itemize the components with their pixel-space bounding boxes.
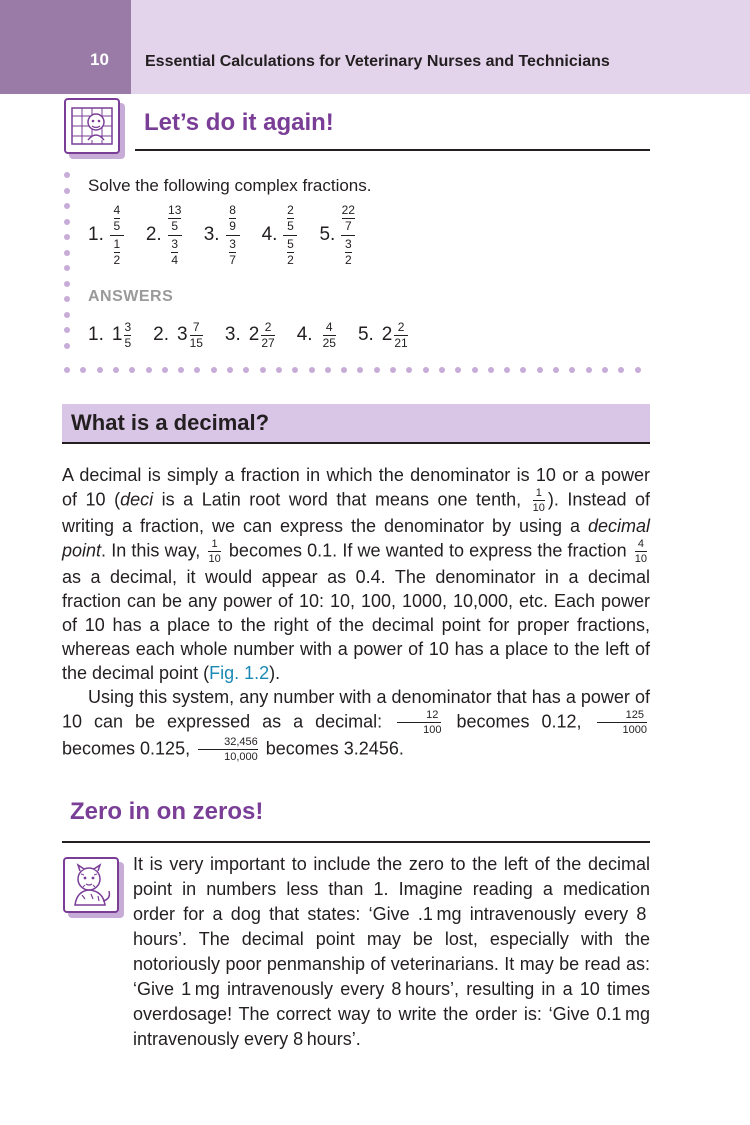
border-dot: [194, 367, 200, 373]
border-dot: [292, 367, 298, 373]
fraction-denominator: 10: [634, 553, 648, 565]
border-dot: [504, 367, 510, 373]
border-dot: [520, 367, 526, 373]
inline-fraction: [533, 487, 545, 514]
fraction-numerator: 3: [344, 236, 352, 251]
border-dot: [211, 367, 217, 373]
fraction-denominator: 5: [113, 218, 121, 233]
answer-item: [88, 321, 131, 350]
complex-fraction: [110, 204, 124, 267]
section-heading: What is a decimal?: [71, 410, 270, 435]
fraction-denominator: 100: [423, 724, 442, 736]
border-dot: [406, 367, 412, 373]
problem-list: [88, 202, 377, 268]
text-run: ). Instead of writing a fraction, we can express the denominator by using a: [62, 489, 651, 536]
answer-fraction: [323, 321, 336, 350]
problem-item: [146, 204, 182, 267]
emphasis: decimal point: [62, 516, 650, 561]
answer-number: 3.: [224, 324, 241, 345]
border-dot: [423, 367, 429, 373]
fraction-denominator: 2: [113, 252, 121, 267]
fraction-numerator: 22: [341, 202, 355, 217]
border-dot: [635, 367, 641, 373]
text-run: . In this way,: [101, 540, 206, 561]
border-dot: [439, 367, 445, 373]
tip-title: Zero in on zeros!: [70, 798, 264, 825]
answer-number: 1.: [88, 324, 104, 345]
fraction-denominator: 5: [287, 218, 294, 233]
border-dot: [64, 296, 70, 302]
text-run: as a decimal, it would appear as 0.4. The denominator in a decimal fraction can be any power of 10: 10, 100, 1000, 10,000, etc. Each power of 10 has a place to the right of the decimal point for proper fractions, whereas each whole number with a power of 10 has a place to the left of the decimal point (: [62, 567, 650, 683]
inline-fraction: [397, 709, 441, 736]
border-dot: [146, 367, 152, 373]
answer-item: [225, 321, 275, 350]
book-title: Essential Calculations for Veterinary Nurses and Technicians: [145, 53, 610, 70]
text-run: is a Latin root word that means one tenth,: [153, 489, 530, 510]
answer-item: [153, 321, 203, 350]
text-run: ).: [269, 663, 281, 683]
border-dot: [80, 367, 86, 373]
fraction-numerator: 3: [124, 319, 132, 334]
problem-number: 3.: [203, 224, 220, 245]
border-dot: [129, 367, 135, 373]
fraction-numerator: 5: [287, 236, 294, 251]
border-dot: [243, 367, 249, 373]
answer-whole: 1: [111, 324, 123, 345]
answer-item: [297, 321, 336, 350]
answers-label: ANSWERS: [88, 288, 174, 305]
fraction-numerator: 12: [426, 709, 439, 721]
border-dot: [374, 367, 380, 373]
fraction-denominator: 10: [532, 502, 545, 514]
answer-whole: 2: [248, 324, 260, 345]
problem-item: [319, 204, 355, 267]
fraction-numerator: 32,456: [224, 736, 258, 748]
answer-whole: 2: [381, 324, 393, 345]
paragraph: [62, 685, 650, 763]
text-run: A decimal is simply a fraction in which the denominator is 10 or a power of 10 (: [62, 465, 650, 510]
fraction-numerator: 8: [229, 202, 236, 217]
fraction-denominator: 7: [229, 252, 236, 267]
border-dot: [64, 343, 70, 349]
border-dot: [341, 367, 347, 373]
text-run: becomes 0.1. If we wanted to express the fraction: [223, 540, 632, 561]
answer-list: [88, 318, 430, 352]
page-number: 10: [90, 50, 109, 69]
border-dot: [390, 367, 396, 373]
border-dot: [64, 265, 70, 271]
inline-fraction: [635, 538, 647, 565]
answer-fraction: [261, 321, 274, 350]
fraction-denominator: 9: [229, 218, 236, 233]
border-dot: [553, 367, 559, 373]
fraction-denominator: 25: [322, 335, 336, 350]
paragraph: [62, 463, 650, 685]
border-dot: [537, 367, 543, 373]
problem-number: 4.: [261, 224, 278, 245]
border-dot: [325, 367, 331, 373]
answer-number: 5.: [357, 324, 374, 345]
complex-fraction: [168, 204, 182, 267]
fraction-denominator: 4: [171, 252, 179, 267]
border-dot: [64, 327, 70, 333]
page-header: [0, 0, 750, 94]
fraction-denominator: 15: [189, 335, 203, 350]
border-dot: [227, 367, 233, 373]
text-run: Using this system, any number with a denominator that has a power of 10 can be expressed as a decimal:: [62, 687, 650, 732]
fraction-numerator: 125: [625, 709, 644, 721]
fraction-numerator: 3: [171, 236, 179, 251]
border-dot: [162, 367, 168, 373]
text-run: becomes 0.12,: [444, 711, 594, 732]
answer-item: [358, 321, 408, 350]
fraction-denominator: 5: [124, 335, 132, 350]
exercise-icon: [64, 98, 120, 154]
border-dot: [472, 367, 478, 373]
fraction-denominator: 5: [171, 218, 179, 233]
problem-number: 2.: [145, 224, 162, 245]
figure-link[interactable]: Fig. 1.2: [209, 663, 270, 683]
exercise-instruction: Solve the following complex fractions.: [88, 176, 372, 195]
border-dot: [260, 367, 266, 373]
fraction-denominator: 21: [394, 335, 408, 350]
border-dot: [569, 367, 575, 373]
border-dot: [64, 250, 70, 256]
border-dot: [618, 367, 624, 373]
border-dot: [64, 281, 70, 287]
border-dot: [602, 367, 608, 373]
fraction-denominator: 27: [261, 335, 275, 350]
problem-item: [88, 204, 124, 267]
answer-fraction: [190, 321, 203, 350]
fraction-numerator: 2: [287, 202, 294, 217]
exercise-title: Let’s do it again!: [144, 109, 334, 136]
fraction-numerator: 4: [325, 319, 333, 334]
fraction-numerator: 1: [211, 538, 218, 550]
section-body: [62, 463, 650, 763]
text-run: becomes 0.125,: [62, 738, 196, 759]
text-run: becomes 3.2456.: [260, 738, 404, 759]
fraction-denominator: 1000: [622, 724, 647, 736]
inline-fraction: [597, 709, 647, 736]
border-dot: [64, 367, 70, 373]
complex-fraction: [283, 204, 297, 267]
border-dot: [113, 367, 119, 373]
border-dot: [64, 219, 70, 225]
border-dot: [276, 367, 282, 373]
fraction-denominator: 2: [344, 252, 352, 267]
border-dot: [64, 188, 70, 194]
border-dot: [64, 312, 70, 318]
answer-fraction: [394, 321, 407, 350]
complex-fraction: [341, 204, 355, 267]
fraction-numerator: 1: [535, 487, 542, 499]
tip-text: It is very important to include the zero to the left of the decimal point in numbers less than 1. Imagine reading a medication order for a dog that states: ‘Give .1 mg intravenously every 8 hours’. The decimal point may be lost, especially with the notoriously poor penmanship of veterinarians. It may be read as: ‘Give 1 mg intravenously every 8 hours’, resulting in a 10 times overdosage! The correct way to write the order is: ‘Give 0.1 mg intravenously every 8 hours’.: [133, 854, 650, 1049]
fraction-numerator: 1: [113, 236, 121, 251]
border-dot: [455, 367, 461, 373]
fraction-numerator: 2: [397, 319, 405, 334]
page-number-block: [0, 0, 131, 94]
problem-number: 5.: [319, 224, 336, 245]
border-dot: [309, 367, 315, 373]
inline-fraction: [198, 736, 258, 763]
problem-item: [204, 204, 240, 267]
border-dot: [357, 367, 363, 373]
fraction-numerator: 4: [637, 538, 644, 550]
fraction-denominator: 7: [344, 218, 352, 233]
fraction-numerator: 7: [192, 319, 200, 334]
border-dot: [586, 367, 592, 373]
border-dot: [64, 172, 70, 178]
inline-fraction: [208, 538, 220, 565]
section-heading-band: [62, 404, 650, 444]
fraction-numerator: 13: [168, 202, 182, 217]
tiger-mascot-icon: [63, 857, 119, 913]
border-dot: [64, 234, 70, 240]
border-dot: [64, 203, 70, 209]
tip-title-rule: [62, 841, 650, 843]
fraction-numerator: 2: [264, 319, 272, 334]
fraction-numerator: 4: [113, 202, 121, 217]
fraction-denominator: 10: [208, 553, 221, 565]
emphasis: deci: [120, 489, 154, 510]
complex-fraction: [226, 204, 240, 267]
border-dot: [488, 367, 494, 373]
answer-whole: 3: [176, 324, 188, 345]
answer-number: 2.: [153, 324, 169, 345]
border-dot: [97, 367, 103, 373]
problem-item: [262, 204, 298, 267]
fraction-numerator: 3: [229, 236, 236, 251]
fraction-denominator: 2: [287, 252, 294, 267]
exercise-title-rule: [135, 149, 650, 151]
answer-number: 4.: [296, 324, 313, 345]
problem-number: 1.: [88, 224, 104, 245]
answer-fraction: [124, 321, 131, 350]
fraction-denominator: 10,000: [224, 751, 258, 763]
border-dot: [178, 367, 184, 373]
